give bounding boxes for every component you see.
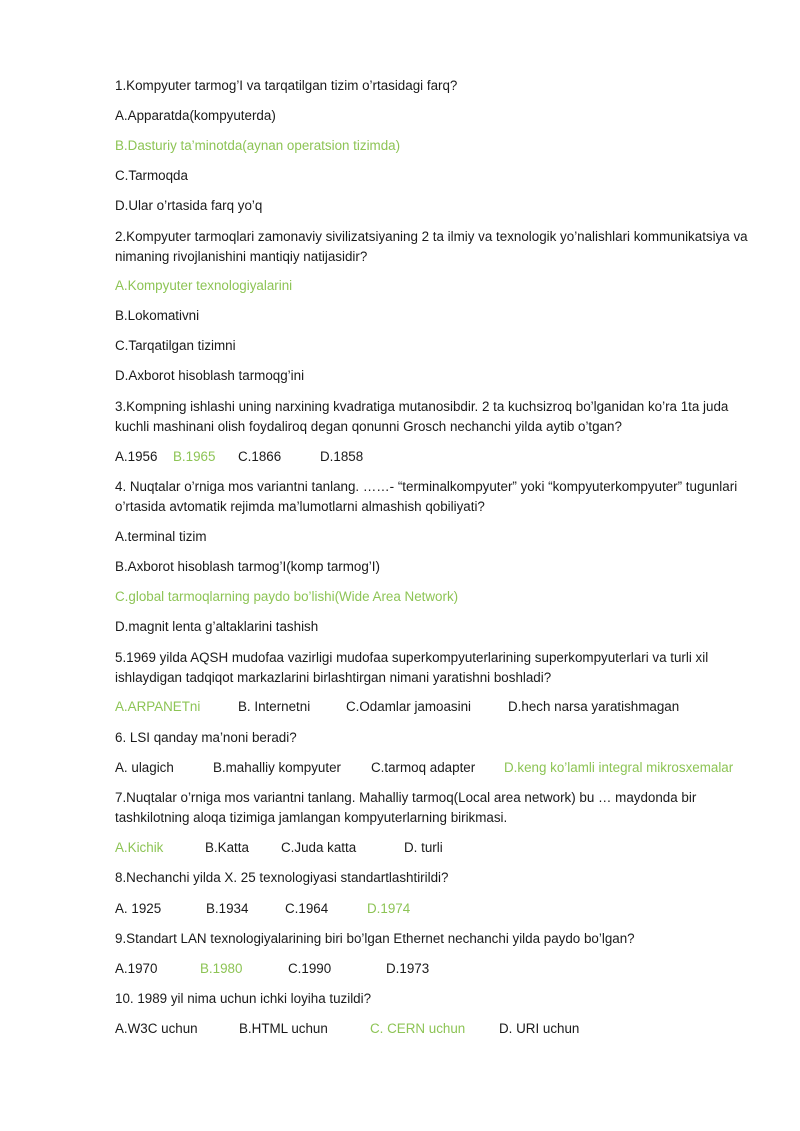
q6-option-c: C.tarmoq adapter [371, 760, 476, 775]
q1-option-c: C.Tarmoqda [115, 168, 188, 183]
question-7: 7.Nuqtalar o’rniga mos variantni tanlang. Mahalliy tarmoq(Local area network) bu … maydonda bir tashkilotning aloqa tizimiga jamlangan kompyuterlarning birikmasi. [115, 790, 697, 825]
q2-option-d: D.Axborot hisoblash tarmoqg’ini [115, 368, 305, 383]
q7-option-c: C.Juda katta [281, 840, 357, 855]
q9-option-c: C.1990 [288, 961, 332, 976]
question-5: 5.1969 yilda AQSH mudofaa vazirligi mudofaa superkompyuterlarining superkompyuterlari va turli xil ishlaydigan tadqiqot markazlarini birlashtirgan nimani yaratishni boshladi? [115, 650, 709, 685]
q8-option-a: A. 1925 [115, 901, 162, 916]
q1-option-b-correct: B.Dasturiy ta’minotda(aynan operatsion tizimda) [115, 138, 401, 153]
q6-option-b: B.mahalliy kompyuter [213, 760, 342, 775]
q5-option-b: B. Internetni [238, 699, 311, 714]
q3-option-d: D.1858 [320, 449, 364, 464]
q10-option-a: A.W3C uchun [115, 1021, 198, 1036]
q1-option-a: A.Apparatda(kompyuterda) [115, 108, 276, 123]
q3-option-c: C.1866 [238, 449, 282, 464]
question-10: 10. 1989 yil nima uchun ichki loyiha tuzildi? [115, 991, 372, 1006]
q6-option-d-correct: D.keng ko’lamli integral mikrosxemalar [504, 760, 734, 775]
q9-option-d: D.1973 [386, 961, 430, 976]
question-6: 6. LSI qanday ma’noni beradi? [115, 730, 297, 745]
q6-option-a: A. ulagich [115, 760, 174, 775]
q2-option-a-correct: A.Kompyuter texnologiyalarini [115, 278, 293, 293]
q5-option-d: D.hech narsa yaratishmagan [508, 699, 680, 714]
q7-option-a-correct: A.Kichik [115, 840, 164, 855]
q5-option-a-correct: A.ARPANETni [115, 699, 201, 714]
question-2: 2.Kompyuter tarmoqlari zamonaviy sivilizatsiyaning 2 ta ilmiy va texnologik yo’nalishlari kommunikatsiya va nimaning rivojlanishini mantiqiy natijasidir? [115, 229, 748, 264]
q2-option-b: B.Lokomativni [115, 308, 200, 323]
q3-option-b-correct: B.1965 [173, 449, 216, 464]
q7-option-b: B.Katta [205, 840, 249, 855]
q10-option-b: B.HTML uchun [239, 1021, 328, 1036]
q10-option-d: D. URI uchun [499, 1021, 580, 1036]
q4-option-c-correct: C.global tarmoqlarning paydo bo’lishi(Wide Area Network) [115, 589, 459, 604]
q8-option-c: C.1964 [285, 901, 329, 916]
q9-option-a: A.1970 [115, 961, 158, 976]
q1-option-d: D.Ular o’rtasida farq yo’q [115, 198, 263, 213]
q7-option-d: D. turli [404, 840, 443, 855]
q8-option-b: B.1934 [206, 901, 249, 916]
question-8: 8.Nechanchi yilda X. 25 texnologiyasi standartlashtirildi? [115, 870, 449, 885]
q4-option-d: D.magnit lenta g’altaklarini tashish [115, 619, 319, 634]
q2-option-c: C.Tarqatilgan tizimni [115, 338, 236, 353]
q10-option-c-correct: C. CERN uchun [370, 1021, 466, 1036]
q3-option-a: A.1956 [115, 449, 158, 464]
q8-option-d-correct: D.1974 [367, 901, 411, 916]
question-9: 9.Standart LAN texnologiyalarining biri bo’lgan Ethernet nechanchi yilda paydo bo’lgan? [115, 931, 635, 946]
question-1: 1.Kompyuter tarmog’I va tarqatilgan tizim o’rtasidagi farq? [115, 78, 458, 93]
q9-option-b-correct: B.1980 [200, 961, 243, 976]
q4-option-a: A.terminal tizim [115, 529, 207, 544]
question-3: 3.Kompning ishlashi uning narxining kvadratiga mutanosibdir. 2 ta kuchsizroq bo’lganidan ko’ra 1ta juda kuchli mashinani olish foydaliroq degan qonunni Grosch nechanchi yilda aytib o’tgan? [115, 399, 729, 434]
q5-option-c: C.Odamlar jamoasini [346, 699, 472, 714]
question-4: 4. Nuqtalar o’rniga mos variantni tanlang. ……- “terminalkompyuter” yoki “kompyuterkompyuter” tugunlari o’rtasida avtomatik rejimda ma’lumotlarni almashish qobiliyati? [115, 479, 738, 514]
q4-option-b: B.Axborot hisoblash tarmog’I(komp tarmog’I) [115, 559, 380, 574]
